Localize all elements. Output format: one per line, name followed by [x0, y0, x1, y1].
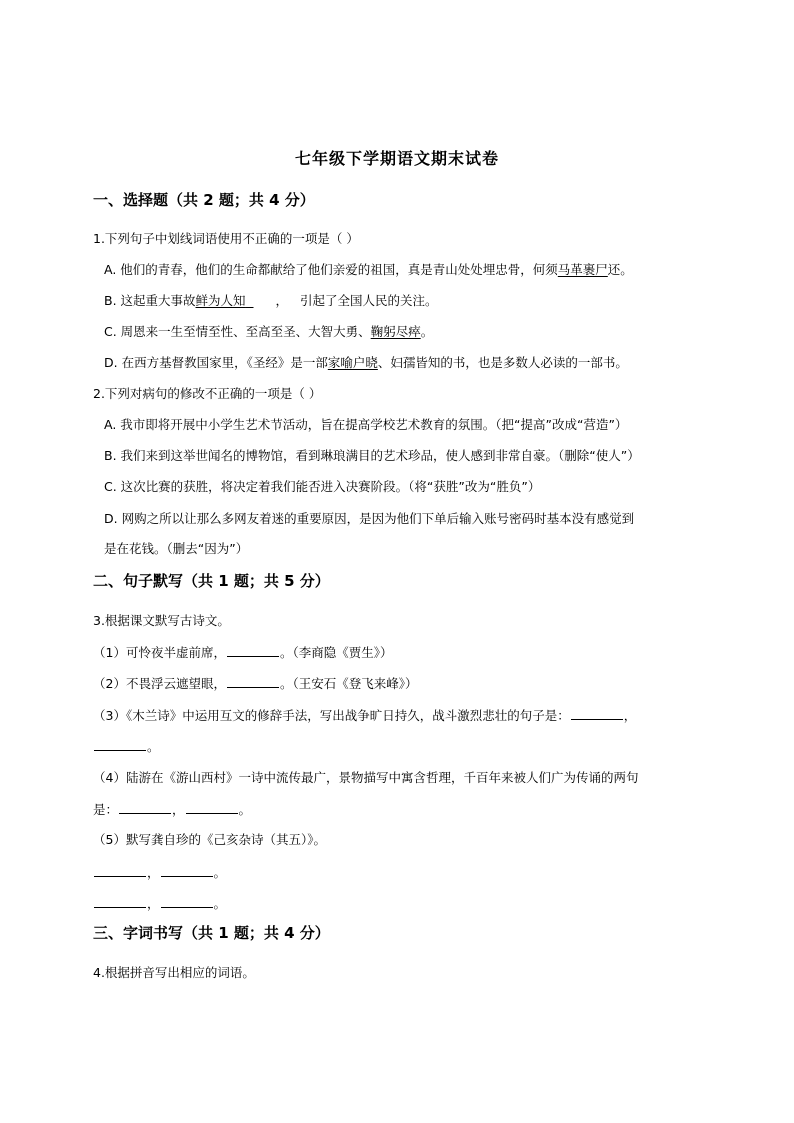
question-3-part-4-cont [93, 801, 251, 818]
option-text: 、妇孺皆知的书，也是多数人必读的一部书。 [377, 355, 628, 370]
part-end: 。 [213, 865, 227, 880]
answer-blank[interactable] [161, 895, 213, 908]
question-2-option-c: C. 这次比赛的获胜，将决定着我们能否进入决赛阶段。（将“获胜”改为“胜负”） [104, 479, 541, 494]
answer-blank[interactable] [227, 644, 279, 657]
part-end: 。 [238, 802, 252, 817]
part-end: 。 [147, 739, 160, 754]
question-3-part-5-line1 [93, 864, 226, 881]
answer-blank[interactable] [186, 801, 238, 814]
underlined-term: 鞠躬尽瘁 [370, 324, 421, 339]
option-text: 引起了全国人民的关注。 [300, 293, 438, 308]
answer-blank[interactable] [94, 738, 146, 751]
question-3-part-4: （4）陆游在《游山西村》一诗中流传最广，景物描写中寓含哲理，千百年来被人们广为传诵的两句 [93, 770, 639, 785]
option-text: A. 他们的青春，他们的生命都献给了他们亲爱的祖国，真是青山处处埋忠骨，何须 [104, 262, 558, 277]
option-text: C. 周恩来一生至情至性、至高至圣、大智大勇、 [104, 324, 371, 339]
part-end: 。 [213, 896, 227, 911]
part-text: （1）可怜夜半虚前席， [93, 645, 226, 660]
part-text: （2）不畏浮云遮望眼， [93, 676, 226, 691]
question-2-option-d-line2: 是在花钱。（删去“因为”） [104, 541, 249, 556]
section-heading-choice: 一、选择题（共 2 题；共 4 分） [93, 191, 315, 209]
underlined-term-text: 鲜为人知 [195, 293, 246, 308]
underlined-term: 家喻户晓 [327, 355, 378, 370]
part-comma: ， [623, 708, 637, 723]
question-2-option-d-line1: D. 网购之所以让那么多网友着迷的重要原因，是因为他们下单后输入账号密码时基本没有感觉到 [104, 511, 635, 526]
question-1-option-a [104, 262, 633, 278]
question-3-part-5-line2 [93, 895, 226, 912]
question-2-option-b: B. 我们来到这举世闻名的博物馆，看到琳琅满目的艺术珍品，使人感到非常自豪。（删除“使人”） [104, 448, 640, 463]
question-3-part-1 [93, 644, 392, 661]
question-1-option-c [104, 324, 433, 340]
option-text: 。 [420, 324, 434, 339]
part-text: 。（王安石《登飞来峰》） [279, 676, 418, 691]
part-text: 。（李商隐《贾生》） [279, 645, 393, 660]
question-1-option-b [104, 293, 438, 309]
answer-blank[interactable] [161, 864, 213, 877]
question-3-stem: 3.根据课文默写古诗文。 [93, 613, 230, 628]
question-4-stem: 4.根据拼音写出相应的词语。 [93, 965, 255, 980]
option-text: B. 这起重大事故 [104, 293, 196, 308]
answer-blank[interactable] [94, 895, 146, 908]
question-1-stem: 1.下列句子中划线词语使用不正确的一项是（ ） [93, 231, 359, 246]
answer-blank[interactable] [227, 675, 279, 688]
part-comma: ， [147, 896, 160, 911]
question-3-part-5: （5）默写龚自珍的《己亥杂诗（其五）》。 [93, 832, 326, 847]
question-3-part-3 [93, 707, 636, 724]
section-heading-words: 三、字词书写（共 1 题；共 4 分） [93, 924, 330, 942]
part-text: （3）《木兰诗》中运用互文的修辞手法，写出战争旷日持久，战斗激烈悲壮的句子是： [93, 708, 570, 723]
option-text: D. 在西方基督教国家里，《圣经》是一部 [104, 355, 328, 370]
question-1-option-d [104, 355, 628, 371]
answer-blank[interactable] [119, 801, 171, 814]
question-2-option-a: A. 我市即将开展中小学生艺术节活动，旨在提高学校艺术教育的氛围。（把“提高”改成“营造”） [104, 417, 628, 432]
question-2-stem: 2.下列对病句的修改不正确的一项是（ ） [93, 386, 322, 401]
underlined-term [196, 293, 254, 308]
section-heading-dictation: 二、句子默写（共 1 题；共 5 分） [93, 572, 330, 590]
page-title: 七年级下学期语文期末试卷 [294, 149, 499, 168]
option-comma: ， [275, 293, 289, 308]
underlined-term: 马革裹尸 [557, 262, 608, 277]
answer-blank[interactable] [571, 707, 623, 720]
question-3-part-2 [93, 675, 417, 692]
part-text: 是： [93, 802, 119, 817]
answer-blank[interactable] [94, 864, 146, 877]
part-comma: ， [147, 865, 160, 880]
question-3-part-3-cont [93, 738, 160, 755]
option-text: 还。 [607, 262, 633, 277]
part-comma: ， [172, 802, 185, 817]
